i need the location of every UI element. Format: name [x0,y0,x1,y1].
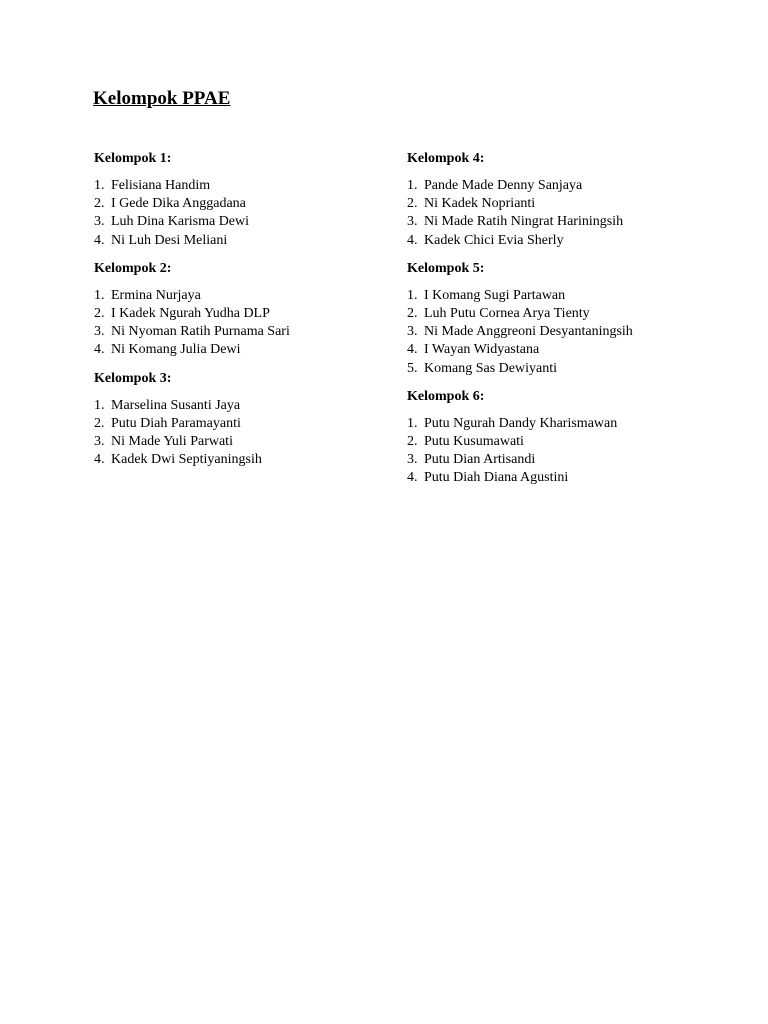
list-number: 3. [407,324,418,340]
list-number: 2. [407,434,418,450]
member-name: Luh Putu Cornea Arya Tienty [424,306,590,322]
member-list [94,287,434,360]
member-list [94,177,434,250]
group-heading: Kelompok 5: [407,260,485,276]
list-item [407,433,747,451]
page-title: Kelompok PPAE [93,88,231,109]
member-name: Ni Komang Julia Dewi [111,342,241,358]
group-heading: Kelompok 6: [407,388,485,404]
list-item [407,415,747,433]
list-number: 4. [94,342,105,358]
group-section [407,150,747,250]
member-name: Putu Dian Artisandi [424,452,536,468]
right-column [407,150,747,498]
group-section [407,388,747,488]
member-name: Putu Diah Paramayanti [111,415,241,431]
list-item [407,287,747,305]
group-section [94,260,434,360]
group-section [94,150,434,250]
list-item [94,397,434,415]
group-heading: Kelompok 2: [94,260,172,276]
member-name: I Gede Dika Anggadana [111,196,246,212]
list-number: 3. [407,214,418,230]
list-number: 1. [407,415,418,431]
list-item [407,195,747,213]
list-item [407,341,747,359]
member-list [407,287,747,378]
member-name: Ni Kadek Noprianti [424,196,536,212]
list-item [407,451,747,469]
member-name: I Kadek Ngurah Yudha DLP [111,306,270,322]
member-name: Ni Nyoman Ratih Purnama Sari [111,324,290,340]
list-number: 2. [407,306,418,322]
member-name: I Komang Sugi Partawan [424,287,566,303]
list-item [94,415,434,433]
list-item [94,433,434,451]
group-heading: Kelompok 1: [94,151,172,166]
list-number: 1. [94,178,105,193]
member-name: Ni Luh Desi Meliani [111,232,228,248]
list-item [94,213,434,231]
list-item [94,305,434,323]
member-name: Luh Dina Karisma Dewi [111,214,250,230]
list-number: 4. [407,470,418,486]
list-number: 5. [407,360,418,376]
list-item [407,213,747,231]
list-item [94,287,434,305]
member-name: I Wayan Widyastana [424,342,540,358]
list-item [94,341,434,359]
list-number: 3. [94,324,105,340]
list-number: 1. [94,287,105,303]
group-heading: Kelompok 3: [94,370,172,386]
member-name: Putu Ngurah Dandy Kharismawan [424,415,618,431]
list-item [407,305,747,323]
member-name: Komang Sas Dewiyanti [424,360,557,376]
list-item [407,360,747,378]
list-item [407,232,747,250]
list-item [407,323,747,341]
list-number: 1. [94,397,105,413]
list-item [94,177,434,195]
member-list [407,177,747,250]
list-number: 1. [407,178,418,193]
list-number: 4. [94,232,105,248]
group-section [94,370,434,470]
list-item [407,469,747,487]
member-name: Marselina Susanti Jaya [111,397,241,413]
list-number: 4. [407,342,418,358]
member-name: Ni Made Yuli Parwati [111,434,233,450]
member-name: Ni Made Ratih Ningrat Hariningsih [424,214,624,230]
group-section [407,260,747,378]
member-name: Felisiana Handim [111,178,211,193]
list-number: 3. [94,214,105,230]
list-item [407,177,747,195]
list-item [94,451,434,469]
list-number: 2. [94,196,105,212]
left-column [94,150,434,479]
list-number: 3. [94,434,105,450]
member-name: Putu Kusumawati [424,434,524,450]
member-name: Pande Made Denny Sanjaya [424,178,583,193]
member-list [94,397,434,470]
member-name: Ermina Nurjaya [111,287,201,303]
member-list [407,415,747,488]
list-item [94,323,434,341]
member-name: Kadek Dwi Septiyaningsih [111,452,262,468]
member-name: Kadek Chici Evia Sherly [424,232,564,248]
list-number: 2. [94,415,105,431]
member-name: Putu Diah Diana Agustini [424,470,569,486]
list-number: 3. [407,452,418,468]
group-heading: Kelompok 4: [407,151,485,166]
list-number: 2. [94,306,105,322]
list-item [94,232,434,250]
member-name: Ni Made Anggreoni Desyantaningsih [424,324,633,340]
list-number: 2. [407,196,418,212]
list-number: 4. [94,452,105,468]
list-number: 4. [407,232,418,248]
list-number: 1. [407,287,418,303]
list-item [94,195,434,213]
